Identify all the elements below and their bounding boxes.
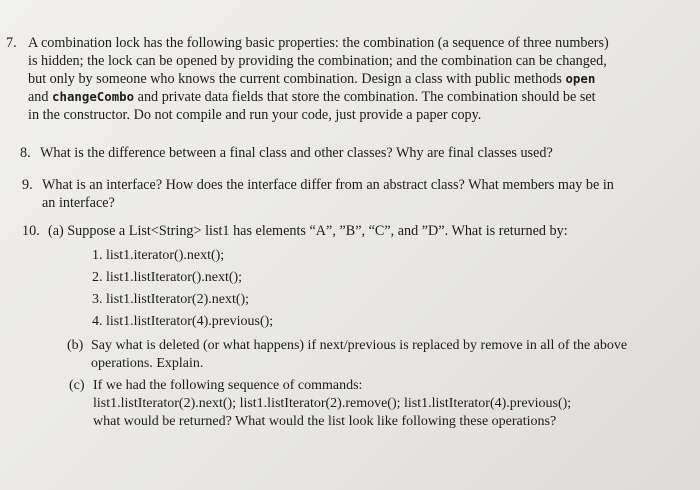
question-text-line: what would be returned? What would the list look like following these operations? <box>93 414 557 429</box>
question-7 <box>6 34 696 134</box>
code-open: open <box>565 71 596 86</box>
question-text-line <box>28 88 609 106</box>
question-8 <box>20 144 690 164</box>
question-text-line: If we had the following sequence of commands: <box>93 378 363 393</box>
question-text: and <box>28 89 49 105</box>
question-text: and private data fields that store the combination. The combination should be set <box>137 89 596 105</box>
list-item: 3. list1.listIterator(2).next(); <box>92 292 250 307</box>
list-item: 1. list1.iterator().next(); <box>92 248 225 263</box>
question-text-line: list1.listIterator(2).next(); list1.listIterator(2).remove(); list1.listIterator(4).previous(); <box>93 396 572 411</box>
question-text-line <box>28 70 609 88</box>
question-number: 9. <box>22 177 33 193</box>
question-text-line: an interface? <box>42 195 115 211</box>
part-label: (b) <box>67 338 84 353</box>
part-label: (a) <box>48 223 64 239</box>
part-c <box>69 377 689 437</box>
question-text-line <box>48 222 568 240</box>
code-changecombo: changeCombo <box>52 89 135 104</box>
part-label: (c) <box>69 378 85 393</box>
part-b <box>67 337 687 375</box>
question-text-line: is hidden; the lock can be opened by providing the combination; and the combination can be changed, <box>28 53 607 69</box>
question-text-line: Say what is deleted (or what happens) if next/previous is replaced by remove in all of the above <box>91 338 628 353</box>
question-9 <box>22 176 692 214</box>
question-text: but only by someone who knows the current combination. Design a class with public methods <box>28 71 562 87</box>
question-number: 10. <box>22 223 40 239</box>
question-text-line: in the constructor. Do not compile and run your code, just provide a paper copy. <box>28 107 482 123</box>
question-10 <box>22 222 692 242</box>
question-text-line: operations. Explain. <box>91 356 204 371</box>
list-item: 2. list1.listIterator().next(); <box>92 270 243 285</box>
list-item: 4. list1.listIterator(4).previous(); <box>92 314 274 329</box>
question-number: 7. <box>6 35 17 51</box>
question-text-line: What is an interface? How does the interface differ from an abstract class? What members may be in <box>42 177 614 193</box>
question-text-line: A combination lock has the following basic properties: the combination (a sequence of three numbers) <box>28 35 609 51</box>
question-number: 8. <box>20 145 31 161</box>
question-text-line: What is the difference between a final class and other classes? Why are final classes used? <box>40 145 553 161</box>
question-text: Suppose a List<String> list1 has elements “A”, ”B”, “C”, and ”D”. What is returned by: <box>67 223 568 239</box>
